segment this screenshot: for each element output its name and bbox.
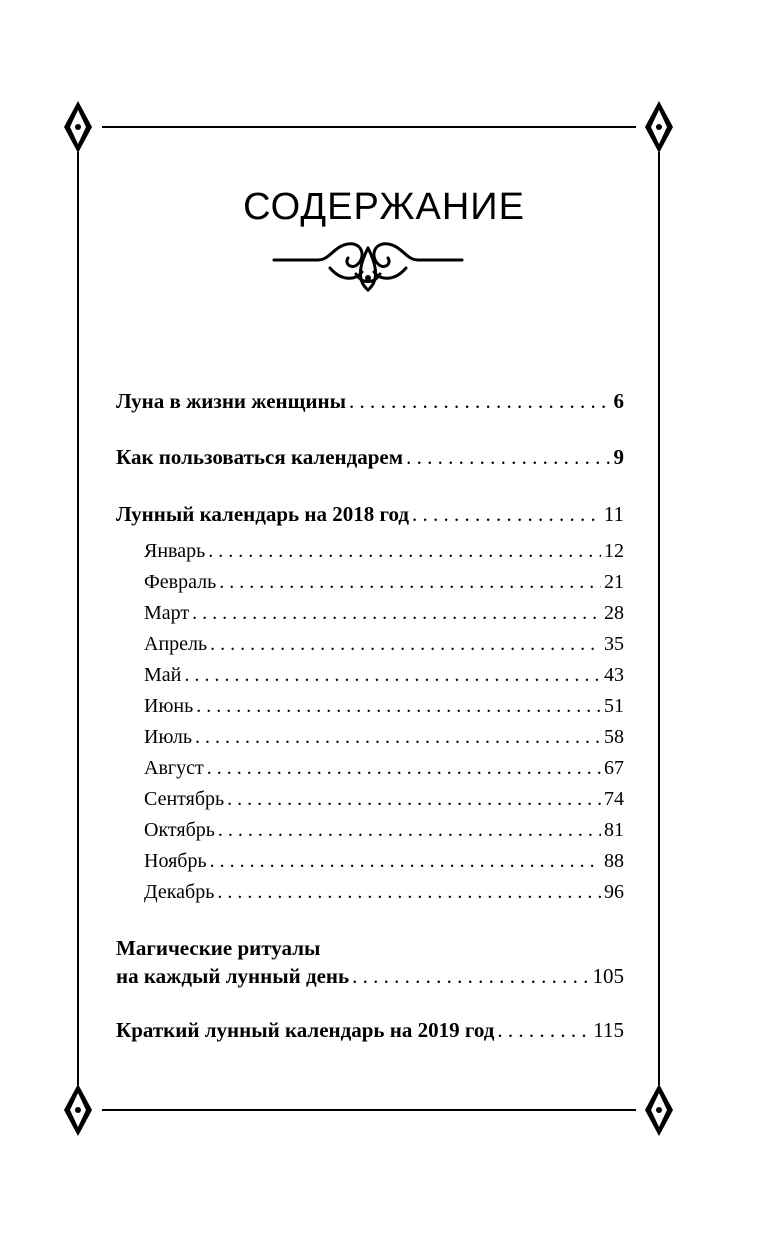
toc-subentry-label: Август bbox=[144, 757, 204, 779]
leader-dots bbox=[184, 663, 601, 687]
toc-entry[interactable] bbox=[116, 1018, 624, 1042]
leader-dots bbox=[192, 601, 601, 625]
toc-subentry[interactable] bbox=[144, 849, 624, 873]
toc-subentry-page: 51 bbox=[604, 695, 624, 717]
toc-entry-page: 115 bbox=[593, 1018, 624, 1042]
toc-subentry-page: 58 bbox=[604, 726, 624, 748]
leader-dots bbox=[497, 1018, 590, 1042]
leader-dots bbox=[412, 502, 601, 526]
toc-entry[interactable] bbox=[116, 445, 624, 469]
toc-subentry-page: 43 bbox=[604, 664, 624, 686]
toc-subentry[interactable] bbox=[144, 756, 624, 780]
toc-subentry-page: 96 bbox=[604, 881, 624, 903]
toc-entry-label: Краткий лунный календарь на 2019 год bbox=[116, 1018, 495, 1042]
toc-subentry-page: 21 bbox=[604, 571, 624, 593]
toc-subentry[interactable] bbox=[144, 880, 624, 904]
toc-entry-label-line1[interactable]: Магические ритуалы bbox=[116, 936, 321, 960]
toc-entry-label: Луна в жизни женщины bbox=[116, 389, 346, 413]
toc-subentry-page: 12 bbox=[604, 540, 624, 562]
toc-subentry-page: 35 bbox=[604, 633, 624, 655]
toc-subentry-label: Сентябрь bbox=[144, 788, 225, 810]
toc-subentry[interactable] bbox=[144, 818, 624, 842]
leader-dots bbox=[219, 570, 601, 594]
toc-entry-label: Лунный календарь на 2018 год bbox=[116, 502, 410, 526]
toc-subentry-page: 28 bbox=[604, 602, 624, 624]
toc-subentry-page: 74 bbox=[604, 788, 624, 810]
toc-entry[interactable] bbox=[116, 389, 624, 413]
toc-entry[interactable] bbox=[116, 964, 624, 988]
toc-entry-page: 6 bbox=[613, 389, 624, 413]
toc-subentry-label: Октябрь bbox=[144, 819, 215, 841]
page-title: СОДЕРЖАНИЕ bbox=[243, 186, 525, 228]
toc-subentry-label: Март bbox=[144, 602, 190, 624]
toc-subentry[interactable] bbox=[144, 601, 624, 625]
leader-dots bbox=[227, 787, 601, 811]
corner-ornament-icon bbox=[64, 1084, 92, 1136]
toc-subentry-page: 81 bbox=[604, 819, 624, 841]
leader-dots bbox=[217, 880, 601, 904]
toc-subentry[interactable] bbox=[144, 539, 624, 563]
toc-subentry[interactable] bbox=[144, 570, 624, 594]
toc-entry-label: на каждый лунный день bbox=[116, 964, 350, 988]
leader-dots bbox=[406, 445, 610, 469]
toc-subentry-label: Май bbox=[144, 664, 182, 686]
toc-entry-page: 11 bbox=[603, 502, 624, 526]
toc-subentry-label: Июль bbox=[144, 726, 192, 748]
leader-dots bbox=[196, 694, 601, 718]
toc-entry[interactable] bbox=[116, 502, 624, 526]
corner-ornament-icon bbox=[645, 1084, 673, 1136]
toc-subentry[interactable] bbox=[144, 725, 624, 749]
toc-subentry-page: 67 bbox=[604, 757, 624, 779]
flourish-ornament-icon bbox=[270, 234, 466, 296]
toc-subentry[interactable] bbox=[144, 694, 624, 718]
toc-subentry-label: Январь bbox=[144, 540, 206, 562]
leader-dots bbox=[207, 756, 601, 780]
leader-dots bbox=[208, 539, 601, 563]
toc-subentry-label: Ноябрь bbox=[144, 850, 207, 872]
corner-ornament-icon bbox=[645, 101, 673, 153]
toc-subentry[interactable] bbox=[144, 632, 624, 656]
leader-dots bbox=[210, 632, 601, 656]
toc-entry-page: 105 bbox=[592, 964, 624, 988]
toc-entry-page: 9 bbox=[613, 445, 624, 469]
leader-dots bbox=[210, 849, 601, 873]
toc-subentry-label: Февраль bbox=[144, 571, 217, 593]
toc-subentry-page: 88 bbox=[604, 850, 624, 872]
leader-dots bbox=[349, 389, 611, 413]
toc-entry-label: Как пользоваться календарем bbox=[116, 445, 404, 469]
toc-subentry[interactable] bbox=[144, 663, 624, 687]
toc-subentry-label: Июнь bbox=[144, 695, 194, 717]
leader-dots bbox=[218, 818, 601, 842]
toc-subentry-label: Апрель bbox=[144, 633, 208, 655]
toc-subentry[interactable] bbox=[144, 787, 624, 811]
leader-dots bbox=[352, 964, 589, 988]
leader-dots bbox=[195, 725, 601, 749]
toc-subentry-label: Декабрь bbox=[144, 881, 215, 903]
corner-ornament-icon bbox=[64, 101, 92, 153]
